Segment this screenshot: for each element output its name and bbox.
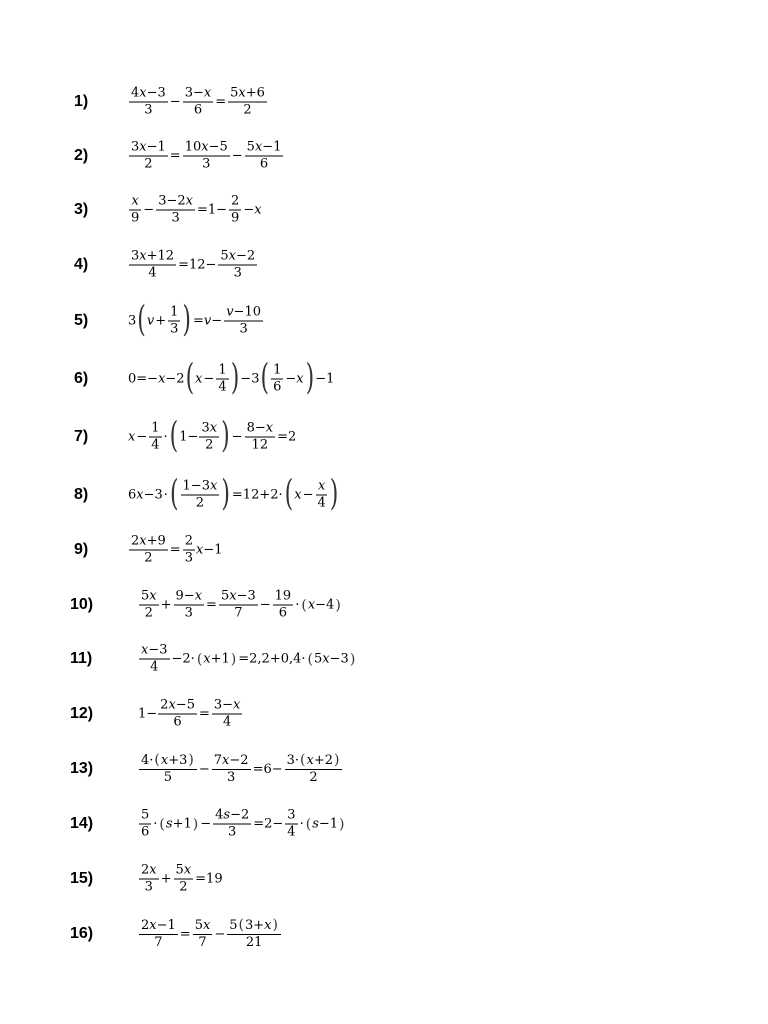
problem-number: 14) — [70, 815, 94, 832]
problem-number: 1) — [74, 93, 89, 110]
equation: $\frac{3x+12}{4}$ =12− $\frac{5x-2}{3}$ — [131, 248, 256, 281]
equation: $\frac{2x+9}{2}$ = $\frac{2}{3}$ x−1 — [131, 533, 223, 566]
problem-7 — [0, 416, 768, 458]
problem-8 — [0, 474, 768, 516]
problem-1 — [0, 82, 768, 122]
problem-number: 3) — [74, 201, 89, 218]
problem-5 — [0, 300, 768, 342]
problem-number: 13) — [70, 760, 94, 777]
equation: $\frac{5x}{2}$ + $\frac{9-x}{3}$ = $\frac{5x-3}{7}$ − $\frac{19}{6}$ · ( x −4 ) — [141, 588, 341, 621]
problem-number: 6) — [74, 370, 89, 387]
problem-number: 12) — [70, 705, 94, 722]
problem-6 — [0, 358, 768, 400]
equation: x − $\frac{1}{4}$ · ( 1− $\frac{3x}{2}$ ) − $\frac{8-x}{12}$ =2 — [128, 416, 297, 457]
problem-number: 4) — [74, 256, 89, 273]
equation: $\frac{4\cdot(x+3)}{5}$ − $\frac{7x-2}{3}$ =6− $\frac{3\cdot(x+2)}{2}$ — [138, 753, 343, 785]
problem-number: 7) — [74, 428, 89, 445]
problem-number: 5) — [74, 312, 89, 329]
problem-number: 10) — [70, 596, 94, 613]
problem-14 — [0, 804, 768, 844]
problem-number: 2) — [74, 147, 89, 164]
equation: 3 ( v + $\frac{1}{3}$ ) =v− $\frac{v-10}{3}$ — [128, 300, 261, 341]
equation: $\frac{4x-3}{3}$ − $\frac{3-x}{6}$ = $\frac{5x+6}{2}$ — [131, 85, 265, 118]
problem-4 — [0, 245, 768, 285]
problem-10 — [0, 585, 768, 625]
problem-number: 8) — [74, 486, 89, 503]
equation: $\frac{5}{6}$ · ( s +1 ) − $\frac{4s-2}{3}$ =2− $\frac{3}{4}$ · ( s −1 ) — [141, 807, 345, 840]
problem-11 — [0, 639, 768, 679]
equation: $\frac{x}{9}$ − $\frac{3-2x}{3}$ =1− $\frac{2}{9}$ −x — [131, 193, 262, 226]
equation: $\frac{x-3}{4}$ −2· ( x +1 ) =2,2+0,4· ( 5 x −3 ) — [141, 642, 356, 675]
equation: $\frac{2x}{3}$ + $\frac{5x}{2}$ =19 — [141, 862, 223, 895]
problem-2 — [0, 136, 768, 176]
problem-9 — [0, 530, 768, 570]
problem-16 — [0, 914, 768, 954]
problem-13 — [0, 749, 768, 789]
problem-12 — [0, 694, 768, 734]
equation: 6x−3 · ( $\frac{1-3x}{2}$ ) =12+2· ( x − $\frac{x}{4}$ ) — [128, 474, 339, 515]
problem-number: 9) — [74, 541, 89, 558]
problem-number: 11) — [70, 650, 93, 667]
problem-number: 15) — [70, 870, 94, 887]
equation: $\frac{2x-1}{7}$ = $\frac{5x}{7}$ − $\frac{5(3+x)}{21}$ — [138, 918, 282, 950]
equation: 1− $\frac{2x-5}{6}$ = $\frac{3-x}{4}$ — [138, 697, 241, 730]
problem-3 — [0, 190, 768, 230]
equation: 0=−x−2 ( x − $\frac{1}{4}$ ) −3 ( $\frac{1}{6}$ −x ) −1 — [128, 358, 335, 399]
problem-15 — [0, 859, 768, 899]
problem-number: 16) — [70, 925, 94, 942]
equation: $\frac{3x-1}{2}$ = $\frac{10x-5}{3}$ − $\frac{5x-1}{6}$ — [131, 139, 282, 172]
